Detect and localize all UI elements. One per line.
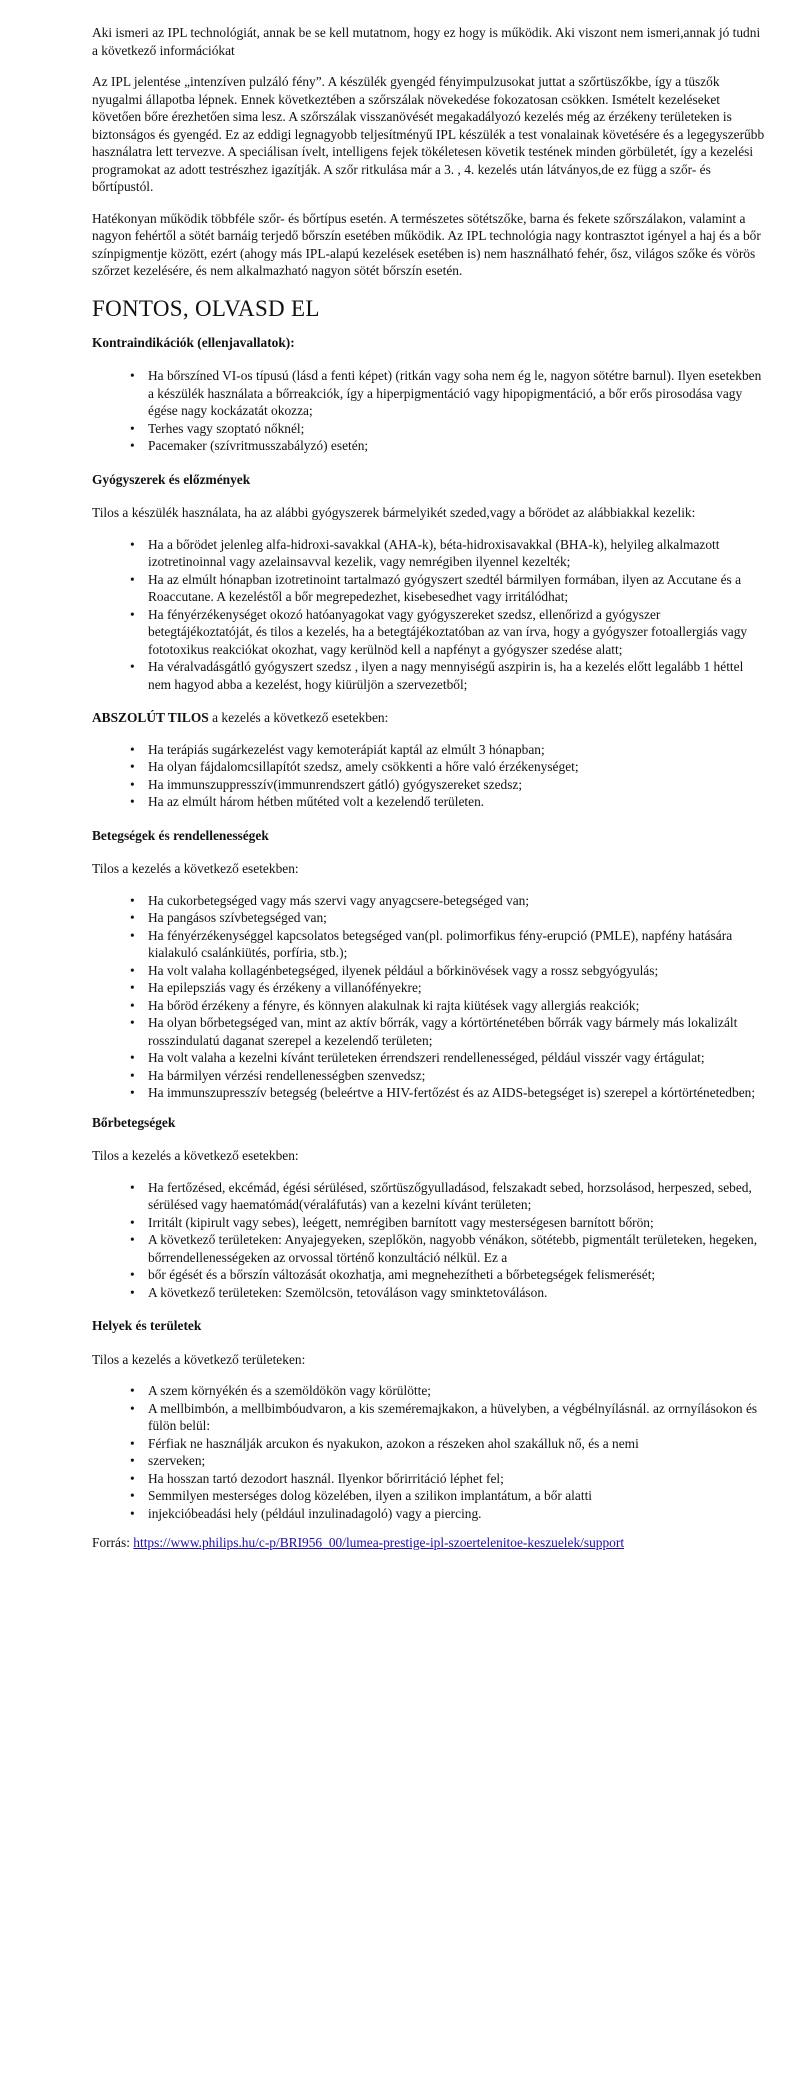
drugs-heading: Gyógyszerek és előzmények bbox=[92, 471, 251, 487]
list-item: • Ha fényérzékenységet okozó hatóanyagokat vagy gyógyszereket szedsz, ellenőrizd a gyógyszer betegtájékoztatóját, és tilos a kezelés, ha a betegtájékoztatóban az van írva, hogy a gyógyszer fotoallergiás vagy fototoxikus reakciókat okozhat, vagy kerülnöd kell a napfényt a gyógyszer szedése alatt; bbox=[148, 606, 768, 659]
places-list bbox=[92, 1382, 768, 1522]
list-item: • Terhes vagy szoptató nőknél; bbox=[148, 420, 768, 438]
list-item: • A következő területeken: Anyajegyeken, szeplőkön, nagyobb vénákon, sötétebb, pigmentált területeken, hegeken, bőrrendellenességeken az orvossal történő konzultáció nélkül. Ez a bbox=[148, 1231, 768, 1266]
list-item: • Ha volt valaha a kezelni kívánt területeken érrendszeri rendellenességed, például visszér vagy értágulat; bbox=[148, 1049, 768, 1067]
skin-diseases-list bbox=[92, 1179, 768, 1302]
diseases-heading: Betegségek és rendellenességek bbox=[92, 827, 269, 843]
list-item: • Ha volt valaha kollagénbetegséged, ilyenek például a bőrkinövések vagy a rossz sebgyógyulás; bbox=[148, 962, 768, 980]
skin-diseases-heading: Bőrbetegségek bbox=[92, 1114, 176, 1130]
source-line bbox=[92, 1534, 768, 1552]
absolute-forbidden-label: ABSZOLÚT TILOS bbox=[92, 710, 209, 725]
list-item: • Ha hosszan tartó dezodort használ. Ilyenkor bőrirritáció léphet fel; bbox=[148, 1470, 768, 1488]
drugs-list bbox=[92, 536, 768, 694]
list-item: • Ha fényérzékenységgel kapcsolatos betegséged van(pl. polimorfikus fény-erupció (PMLE), napfény hatására kialakuló csalánkiütés, porfíria, stb.); bbox=[148, 927, 768, 962]
contraindications-list bbox=[92, 367, 768, 455]
list-item: • Ha immunszupresszív betegség (beleértve a HIV-fertőzést és az AIDS-betegséget is) szerepel a kórtörténetedben; bbox=[148, 1084, 768, 1102]
list-item: • bőr égését és a bőrszín változását okozhatja, ami megnehezítheti a bőrbetegségek felismerését; bbox=[148, 1266, 768, 1284]
absolute-forbidden-text: a kezelés a következő esetekben: bbox=[208, 710, 389, 725]
intro-paragraph-1: Aki ismeri az IPL technológiát, annak be se kell mutatnom, hogy ez hogy is működik. Aki viszont nem ismeri,annak jó tudni a következő információkat bbox=[92, 25, 761, 58]
list-item: • Ha bőrszíned VI-os típusú (lásd a fenti képet) (ritkán vagy soha nem ég le, nagyon sötétre barnul). Ilyen esetekben a készülék használata a bőrreakciók, így a hiperpigmentáció vagy hipopigmentáció, a bőr erős pirosodása vagy égése nagy kockázatát okozza; bbox=[148, 367, 768, 420]
diseases-intro: Tilos a kezelés a következő esetekben: bbox=[92, 861, 299, 876]
list-item: • Ha véralvadásgátló gyógyszert szedsz , ilyen a nagy mennyiségű aszpirin is, ha a kezelés előtt legalább 1 héttel nem hagyod abba a kezelést, hogy kiürüljön a szervezetből; bbox=[148, 658, 768, 693]
contraindications-heading: Kontraindikációk (ellenjavallatok): bbox=[92, 334, 295, 350]
list-item: • Ha bármilyen vérzési rendellenességben szenvedsz; bbox=[148, 1067, 768, 1085]
list-item: • Ha pangásos szívbetegséged van; bbox=[148, 909, 768, 927]
places-intro: Tilos a kezelés a következő területeken: bbox=[92, 1351, 306, 1367]
diseases-list bbox=[92, 892, 768, 1102]
list-item: • injekcióbeadási hely (például inzulinadagoló) vagy a piercing. bbox=[148, 1505, 768, 1523]
absolute-forbidden-intro bbox=[92, 709, 768, 727]
list-item: • Ha immunszuppresszív(immunrendszert gátló) gyógyszereket szedsz; bbox=[148, 776, 768, 794]
list-item: • A következő területeken: Szemölcsön, tetováláson vagy sminktetováláson. bbox=[148, 1284, 768, 1302]
list-item: • Semmilyen mesterséges dolog közelében, ilyen a szilikon implantátum, a bőr alatti bbox=[148, 1487, 768, 1505]
intro-paragraph-3: Hatékonyan működik többféle szőr- és bőrtípus esetén. A természetes sötétszőke, barna és fekete szőrszálakon, valamint a nagyon fehértől a sötét barnáig terjedő bőrszín esetében működik. Az IPL technológia nagy kontrasztot igényel a haj és a bőr színpigmentje között, ezért (ahogy más IPL-alapú kezelések esetében is) nem használható fehér, ősz, világos szőke és vörös szőrzet kezelésére, és nem alkalmazható nagyon sötét bőrszín esetén. bbox=[92, 210, 761, 278]
list-item: • Irritált (kipirult vagy sebes), leégett, nemrégiben barnított vagy mesterségesen barnított bőrön; bbox=[148, 1214, 768, 1232]
skin-diseases-intro: Tilos a kezelés a következő esetekben: bbox=[92, 1148, 299, 1163]
main-heading: FONTOS, OLVASD EL bbox=[92, 295, 320, 321]
intro-paragraph-2: Az IPL jelentése „intenzíven pulzáló fény”. A készülék gyengéd fényimpulzusokat juttat a szőrtüszőkbe, így a tüszők nyugalmi állapotba lépnek. Ennek következtében a szőrszálak növekedése fokozatosan csökken. Ismételt kezeléseket követően bőre érezhetően sima lesz. A szőrszálak visszanövését megakadályozó kezelés még az érzékeny területeken is biztonságos és gyengéd. Ez az eddigi legnagyobb teljesítményű IPL készülék a test vonalainak követésére és a legegyszerűbb használatra lett tervezve. A speciálisan ívelt, intelligens fejek tökéletesen követik testének minden görbületét, így a kezelési programokat az adott testrészhez igazítják. A szőr ritkulása már a 3. , 4. kezelés után látványos,de ez függ a szőr- és bőrtípustól. bbox=[92, 74, 765, 194]
list-item: • Ha epilepsziás vagy és érzékeny a villanófényekre; bbox=[148, 979, 768, 997]
list-item: • Ha a bőrödet jelenleg alfa-hidroxi-savakkal (AHA-k), béta-hidroxisavakkal (BHA-k), helyileg alkalmazott izotretinoinnal vagy azelainsavval kezelik, vagy nemrégiben ilyennel kezelték; bbox=[148, 536, 768, 571]
drugs-intro: Tilos a készülék használata, ha az alábbi gyógyszerek bármelyikét szeded,vagy a bőrödet az alábbiakkal kezelik: bbox=[92, 505, 696, 520]
list-item: • Ha fertőzésed, ekcémád, égési sérülésed, szőrtüszőgyulladásod, felszakadt sebed, horzsolásod, herpeszed, sebed, sérülésed vagy haematómád(véraláfutás) van a kezelni kívánt területen; bbox=[148, 1179, 768, 1214]
list-item: • Pacemaker (szívritmusszabályzó) esetén; bbox=[148, 437, 768, 455]
source-label: Forrás: bbox=[92, 1535, 134, 1550]
list-item: • Ha olyan bőrbetegséged van, mint az aktív bőrrák, vagy a kórtörténetében bőrrák vagy bármely más lokalizált rosszindulatú daganat szerepel a kezelendő területen; bbox=[148, 1014, 768, 1049]
list-item: • szerveken; bbox=[148, 1452, 768, 1470]
list-item: • Ha az elmúlt három hétben műtéted volt a kezelendő területen. bbox=[148, 793, 768, 811]
list-item: • Ha az elmúlt hónapban izotretinoint tartalmazó gyógyszert szedtél bármilyen formában, ilyen az Accutane és a Roaccutane. A kezeléstől a bőr megrepedezhet, kisebesedhet vagy irritálódhat; bbox=[148, 571, 768, 606]
list-item: • Ha terápiás sugárkezelést vagy kemoterápiát kaptál az elmúlt 3 hónapban; bbox=[148, 741, 768, 759]
places-heading: Helyek és területek bbox=[92, 1318, 202, 1333]
list-item: • A szem környékén és a szemöldökön vagy körülötte; bbox=[148, 1382, 768, 1400]
absolute-forbidden-list bbox=[92, 741, 768, 811]
list-item: • Ha bőröd érzékeny a fényre, és könnyen alakulnak ki rajta kiütések vagy allergiás reakciók; bbox=[148, 997, 768, 1015]
list-item: • Férfiak ne használják arcukon és nyakukon, azokon a részeken ahol szakálluk nő, és a nemi bbox=[148, 1435, 768, 1453]
list-item: • Ha cukorbetegséged vagy más szervi vagy anyagcsere-betegséged van; bbox=[148, 892, 768, 910]
list-item: • A mellbimbón, a mellbimbóudvaron, a kis szeméremajkakon, a hüvelyben, a végbélnyílásnál. az orrnyílásokon és fülön belül: bbox=[148, 1400, 768, 1435]
list-item: • Ha olyan fájdalomcsillapítót szedsz, amely csökkenti a hőre való érzékenységet; bbox=[148, 758, 768, 776]
source-link[interactable]: https://www.philips.hu/c-p/BRI956_00/lumea-prestige-ipl-szoertelenitoe-keszuelek/support bbox=[133, 1535, 625, 1550]
